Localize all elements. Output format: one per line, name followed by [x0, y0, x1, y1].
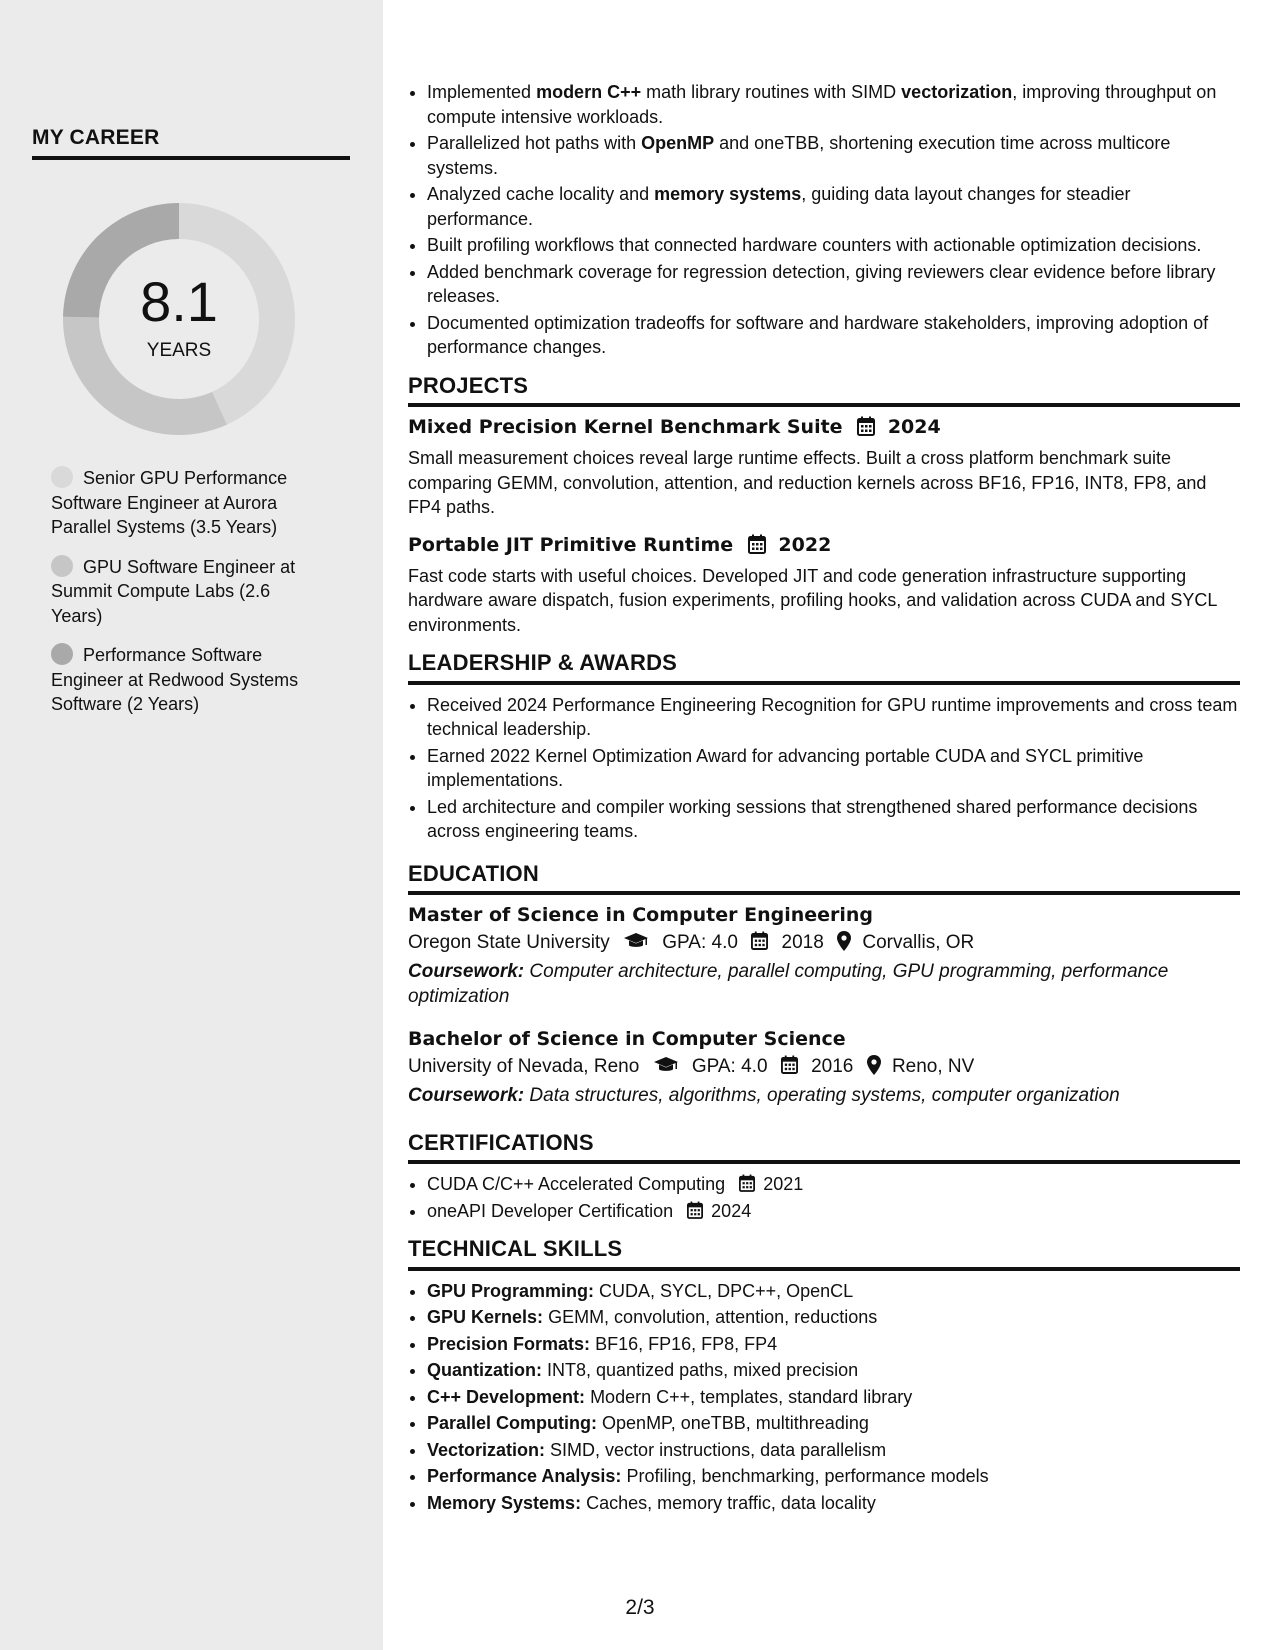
text-segment: , improving throughput on compute intensive workloads. [427, 82, 1217, 127]
skill-item [427, 1279, 1240, 1304]
calendar-icon [687, 1201, 703, 1221]
location-pin-icon [837, 932, 851, 953]
total-years-value: 8.1 [140, 270, 218, 333]
bold-keyword: OpenMP [641, 133, 715, 153]
project-title [408, 415, 1240, 442]
legend-dot-icon [51, 555, 73, 577]
certification-name: oneAPI Developer Certification [427, 1200, 674, 1221]
skill-value: INT8, quantized paths, mixed precision [547, 1360, 859, 1380]
career-list [51, 466, 316, 732]
experience-bullet [427, 80, 1240, 129]
text-segment: , guiding data layout changes for steadier performance. [427, 184, 1131, 229]
coursework [408, 960, 1240, 1009]
experience-bullet [427, 311, 1240, 360]
bullet-text [427, 313, 1208, 358]
section-title-projects: PROJECTS [408, 374, 1240, 408]
graduation-cap-icon [623, 932, 649, 953]
main-content [408, 80, 1240, 1517]
school-name: University of Nevada, Reno [408, 1056, 640, 1077]
certification-name: CUDA C/C++ Accelerated Computing [427, 1174, 726, 1194]
skill-value: Profiling, benchmarking, performance models [626, 1466, 989, 1486]
skill-value: SIMD, vector instructions, data parallelism [550, 1439, 887, 1460]
experience-bullet [427, 260, 1240, 309]
skill-label: Quantization: [427, 1360, 542, 1380]
project-year: 2022 [778, 533, 832, 556]
certification-item [427, 1199, 1240, 1224]
text-segment: Added benchmark coverage for regression detection, giving reviewers clear evidence before library releases. [427, 261, 1216, 306]
section-title-certifications: CERTIFICATIONS [408, 1131, 1240, 1165]
section-title-leadership: LEADERSHIP & AWARDS [408, 651, 1240, 685]
skill-value: Caches, memory traffic, data locality [586, 1492, 876, 1513]
project-item [408, 533, 1240, 638]
skill-label: Vectorization: [427, 1439, 546, 1460]
skill-item [427, 1464, 1240, 1489]
total-years-label: YEARS [146, 340, 212, 361]
coursework-text: Data structures, algorithms, operating systems, computer organization [529, 1085, 1120, 1106]
career-item-text: Senior GPU Performance Software Engineer at Aurora Parallel Systems (3.5 Years) [51, 468, 288, 537]
skill-value: BF16, FP16, FP8, FP4 [595, 1333, 778, 1354]
career-title: MY CAREER [32, 126, 350, 160]
experience-bullets [408, 80, 1240, 360]
location-pin-icon [867, 1056, 881, 1077]
certification-year: 2024 [711, 1200, 752, 1221]
career-item [51, 555, 316, 629]
project-title [408, 533, 1240, 560]
leadership-list [408, 693, 1240, 844]
skill-label: Performance Analysis: [427, 1466, 622, 1486]
career-item-text: Performance Software Engineer at Redwood Systems Software (2 Years) [51, 645, 299, 714]
graduation-cap-icon [653, 1056, 679, 1077]
gpa: GPA: 4.0 [691, 1056, 768, 1077]
page-number: 2/3 [625, 1596, 655, 1619]
skill-value: OpenMP, oneTBB, multithreading [602, 1413, 869, 1433]
education-details [408, 930, 1240, 956]
skill-value: CUDA, SYCL, DPC++, OpenCL [599, 1280, 854, 1301]
certification-item [427, 1172, 1240, 1197]
skills-list [408, 1279, 1240, 1516]
bullet-text [427, 82, 1216, 127]
calendar-icon [857, 416, 875, 442]
skill-label: Parallel Computing: [427, 1413, 598, 1433]
text-segment: Built profiling workflows that connected hardware counters with actionable optimization decisions. [427, 235, 1202, 255]
graduation-year: 2016 [811, 1056, 854, 1077]
section-title-skills: TECHNICAL SKILLS [408, 1237, 1240, 1271]
coursework-label: Coursework: [408, 961, 525, 982]
text-segment: and oneTBB, shortening execution time across multicore systems. [427, 133, 1171, 178]
text-segment: Documented optimization tradeoffs for software and hardware stakeholders, improving adoption of performance changes. [427, 312, 1209, 357]
skill-item [427, 1438, 1240, 1463]
skill-label: Memory Systems: [427, 1492, 582, 1513]
skill-label: C++ Development: [427, 1386, 586, 1407]
sidebar [0, 0, 383, 1650]
career-item [51, 643, 316, 717]
experience-bullet [427, 182, 1240, 231]
bullet-text [427, 184, 1130, 229]
skill-value: GEMM, convolution, attention, reductions [548, 1307, 878, 1327]
calendar-icon [781, 1056, 798, 1077]
section-title-education: EDUCATION [408, 862, 1240, 896]
school-location: Corvallis, OR [862, 932, 975, 953]
text-segment: math library routines with SIMD [641, 82, 902, 102]
career-item-text: GPU Software Engineer at Summit Compute Labs (2.6 Years) [51, 556, 296, 626]
skill-item [427, 1491, 1240, 1516]
education-item [408, 903, 1240, 1009]
skill-label: Precision Formats: [427, 1333, 591, 1354]
skill-label: GPU Programming: [427, 1280, 595, 1301]
text-segment: Parallelized hot paths with [427, 133, 642, 153]
text-segment: Implemented [427, 82, 537, 102]
leadership-item: • Received 2024 Performance Engineering Recognition for GPU runtime improvements and cross team technical leadership. [427, 693, 1240, 742]
education-item [408, 1027, 1240, 1109]
project-item [408, 415, 1240, 520]
coursework [408, 1084, 1240, 1109]
certifications-list [408, 1172, 1240, 1223]
experience-bullet [427, 233, 1240, 258]
bullet-text [427, 262, 1215, 307]
certification-year: 2021 [763, 1174, 804, 1194]
project-description: Fast code starts with useful choices. Developed JIT and code generation infrastructure supporting hardware aware dispatch, fusion experiments, profiling hooks, and validation across CUDA and SYCL environments. [408, 565, 1217, 635]
bold-keyword: vectorization [901, 82, 1013, 102]
calendar-icon [739, 1174, 755, 1194]
skill-label: GPU Kernels: [427, 1307, 544, 1327]
career-item [51, 466, 316, 540]
degree-title: Master of Science in Computer Engineering [408, 904, 874, 926]
project-name: Mixed Precision Kernel Benchmark Suite [408, 416, 843, 438]
skill-item [427, 1385, 1240, 1410]
skill-item [427, 1332, 1240, 1357]
donut-segment-2 [63, 317, 227, 435]
gpa: GPA: 4.0 [662, 932, 738, 953]
project-year: 2024 [887, 416, 941, 438]
leadership-item: • Led architecture and compiler working sessions that strengthened shared performance decisions across engineering teams. [427, 795, 1240, 844]
project-name: Portable JIT Primitive Runtime [408, 533, 734, 556]
experience-bullet [427, 131, 1240, 180]
calendar-icon [751, 932, 768, 953]
legend-dot-icon [51, 643, 73, 665]
calendar-icon [748, 534, 766, 560]
legend-dot-icon [51, 466, 73, 488]
coursework-text: Computer architecture, parallel computing, GPU programming, performance optimization [408, 961, 1169, 1007]
school-name: Oregon State University [408, 932, 610, 953]
graduation-year: 2018 [781, 932, 824, 953]
education-details [408, 1054, 1240, 1080]
leadership-item: • Earned 2022 Kernel Optimization Award for advancing portable CUDA and SYCL primitive implementations. [427, 744, 1240, 793]
degree-title: Bachelor of Science in Computer Science [408, 1028, 846, 1050]
skill-item [427, 1305, 1240, 1330]
bullet-text [427, 133, 1170, 178]
skill-item [427, 1358, 1240, 1383]
text-segment: Analyzed cache locality and [427, 184, 655, 204]
coursework-label: Coursework: [408, 1085, 525, 1106]
school-location: Reno, NV [891, 1056, 975, 1077]
bold-keyword: modern C++ [536, 82, 642, 102]
project-description: Small measurement choices reveal large runtime effects. Built a cross platform benchmark suite comparing GEMM, convolution, attention, and reduction kernels across BF16, FP16, INT8, FP8, and FP4 paths. [408, 448, 1207, 517]
skill-value: Modern C++, templates, standard library [590, 1386, 913, 1407]
bold-keyword: memory systems [654, 184, 802, 204]
bullet-text [427, 235, 1201, 255]
skill-item [427, 1411, 1240, 1436]
